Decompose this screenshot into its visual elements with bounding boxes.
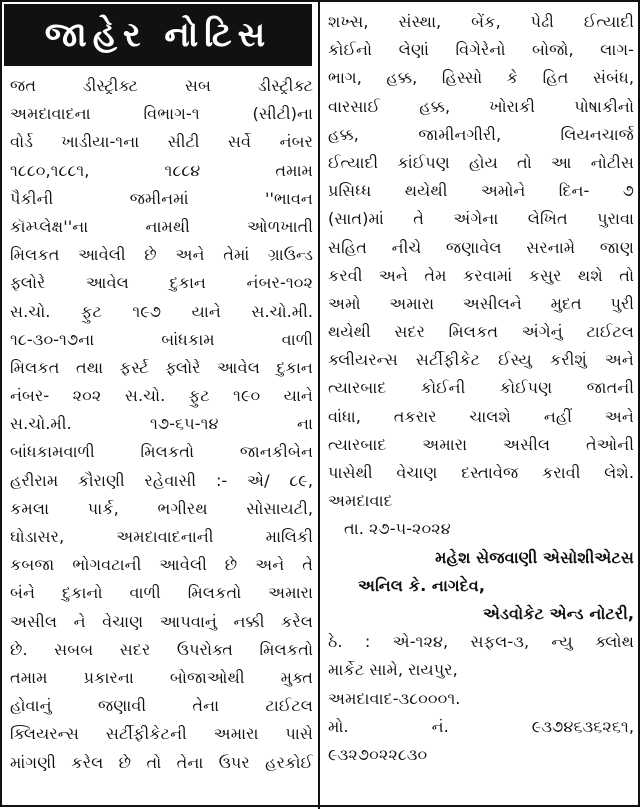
- address-line-3: અમદાવાદ-૩૮૦૦૦૧.: [328, 688, 461, 708]
- left-column-line: નંબર- ૨૦૨ સ.ચો. ફુટ ૧૯૦ યાને: [10, 386, 313, 406]
- date-line: તા. ૨૭-૫-૨૦૨૪: [344, 519, 451, 539]
- right-column-line: સહિત નીચે જણાવેલ સરનામે જાણ: [328, 237, 634, 257]
- left-column-line: છે. સબબ સદર ઉપરોક્ત મિલકતો: [10, 639, 313, 659]
- left-column-line: હરીરામ કૌરાણી રહેવાસી :- એ/ ૮૯,: [10, 470, 313, 490]
- right-column-line: ત્યારબાદ કોઈની કોઈપણ જાતની: [328, 378, 634, 398]
- right-column-line: પ્રસિધ્ધ થયેથી અમોને દિન- ૭: [328, 181, 634, 201]
- right-column-line: વારસાઈ હક્ક, ખોરાકી પોષાકીનો: [328, 96, 634, 116]
- address-line-1: ઠે. : એ-૧૨૪, સફલ-૩, ન્યુ ક્લોથ: [328, 632, 634, 652]
- left-column-line: મિલકત આવેલી છે અને તેમાં ગ્રાઉન્ડ: [10, 245, 313, 265]
- left-column-line: ક્લિયરન્સ સર્ટીફીકેટની અમારા પાસે: [10, 724, 313, 744]
- right-column-line: ભાગ, હક્ક, હિસ્સો કે હિત સંબંધ,: [328, 68, 634, 88]
- phone-line-1: મો. નં. ૯૩૭૪૬૩૬૨૬૧,: [328, 716, 634, 736]
- phone-line-2: ૯૩૨૭૦૨૨૮૩૦: [328, 744, 428, 764]
- right-column-line: ઈત્યાદી કાંઈપણ હોય તો આ નોટીસ: [328, 152, 634, 172]
- left-column-line: કબજા ભોગવટાની આવેલી છે અને તે: [10, 555, 313, 575]
- right-column-line: કોઈનો લેણાં વિગેરેનો બોજો, લાગ-: [328, 40, 634, 60]
- left-column-line: પૈકીની જમીનમાં ''ભાવન: [10, 188, 313, 208]
- left-column: [10, 72, 313, 777]
- left-column-line: જત ડીસ્ટ્રીક્ટ સબ ડીસ્ટ્રીક્ટ: [10, 76, 313, 95]
- left-column-line: સ.ચો.મી. ૧૭-૬૫-૧૪ ના: [10, 414, 313, 434]
- left-column-line: કૉમ્પ્લેક્ષ''ના નામથી ઓળખાતી: [10, 216, 313, 236]
- signatory-name: અનિલ કે. નાગદેવ,: [358, 575, 486, 595]
- left-column-line: અસીલ ને વેચાણ આપવાનું નક્કી કરેલ: [10, 611, 313, 631]
- right-column-line: વાંધા, તકરાર ચાલશે નહીં અને: [328, 406, 634, 426]
- left-column-line: સ.ચો. ફુટ ૧૯૭ યાને સ.ચો.મી.: [10, 301, 313, 321]
- left-column-line: બંને દુકાનો વાળી મિલકતો અમારા: [10, 583, 313, 603]
- right-column-line: કરવી અને તેમ કરવામાં કસુર થશે તો: [328, 265, 634, 285]
- left-column-line: કમલા પાર્ક, ભગીરથ સોસાયટી,: [10, 498, 313, 518]
- right-column-line: શખ્સ, સંસ્થા, બેંક, પેઢી ઈત્યાદી: [328, 12, 634, 31]
- right-column-line: થયેથી સદર મિલકત અંગેનું ટાઈટલ: [328, 322, 634, 342]
- place-line: અમદાવાદ: [328, 491, 393, 511]
- right-column-line: ક્લીયરન્સ સર્ટીફીકેટ ઈસ્યુ કરીશું અને: [328, 350, 634, 370]
- column-divider: [318, 2, 320, 809]
- right-column-line: (સાત)માં તે અંગેના લેખિત પુરાવા: [328, 209, 634, 229]
- right-column-line: અમો અમારા અસીલને મુદત પુરી: [328, 293, 634, 313]
- signatory-designation: એડવોકેટ એન્ડ નોટરી,: [483, 603, 634, 623]
- left-column-line: મિલકત તથા ફર્સ્ટ ફ્લોરે આવેલ દુકાન: [10, 357, 313, 377]
- left-column-line: બાંધકામવાળી મિલકતો જાનકીબેન: [10, 442, 313, 462]
- left-column-line: ઘોડાસર, અમદાવાદનાની માલિકી: [10, 527, 313, 546]
- left-column-line: ફ્લોરે આવેલ દુકાન નંબર-૧૦૨: [10, 273, 313, 293]
- right-column-line: હક્ક, જામીનગીરી, લિયનચાર્જ: [328, 124, 634, 144]
- left-column-line: માંગણી કરેલ છે તો તેના ઉપર હરકોઈ: [10, 752, 313, 772]
- left-column-line: હોવાનું જણાવી તેના ટાઈટલ: [10, 696, 313, 716]
- left-column-line: અમદાવાદના વિભાગ-૧ (સીટી)ના: [10, 104, 313, 124]
- left-column-line: ૧૮-૩૦-૧૭ના બાંધકામ વાળી: [10, 329, 313, 349]
- right-column: [328, 8, 634, 769]
- signatory-firm: મહેશ સેજવાણી એસોશીએટસ: [435, 547, 634, 567]
- right-column-line: ત્યારબાદ અમારા અસીલ તેઓની: [328, 434, 634, 454]
- left-column-line: તમામ પ્રકારના બોજાઓથી મુક્ત: [10, 667, 313, 687]
- left-column-line: ૧૮૮૦,૧૮૮૧, ૧૮૮૪ તમામ: [10, 160, 313, 180]
- notice-title: જાહેર નોટિસ: [44, 15, 272, 55]
- right-column-line: પાસેથી વેચાણ દસ્તાવેજ કરાવી લેશે.: [328, 463, 634, 482]
- left-column-line: વોર્ડ ખાડીયા-૧ના સીટી સર્વે નંબર: [10, 132, 313, 152]
- address-line-2: માર્કેટ સામે, રાયપુર,: [328, 660, 458, 680]
- notice-title-banner: [4, 4, 312, 66]
